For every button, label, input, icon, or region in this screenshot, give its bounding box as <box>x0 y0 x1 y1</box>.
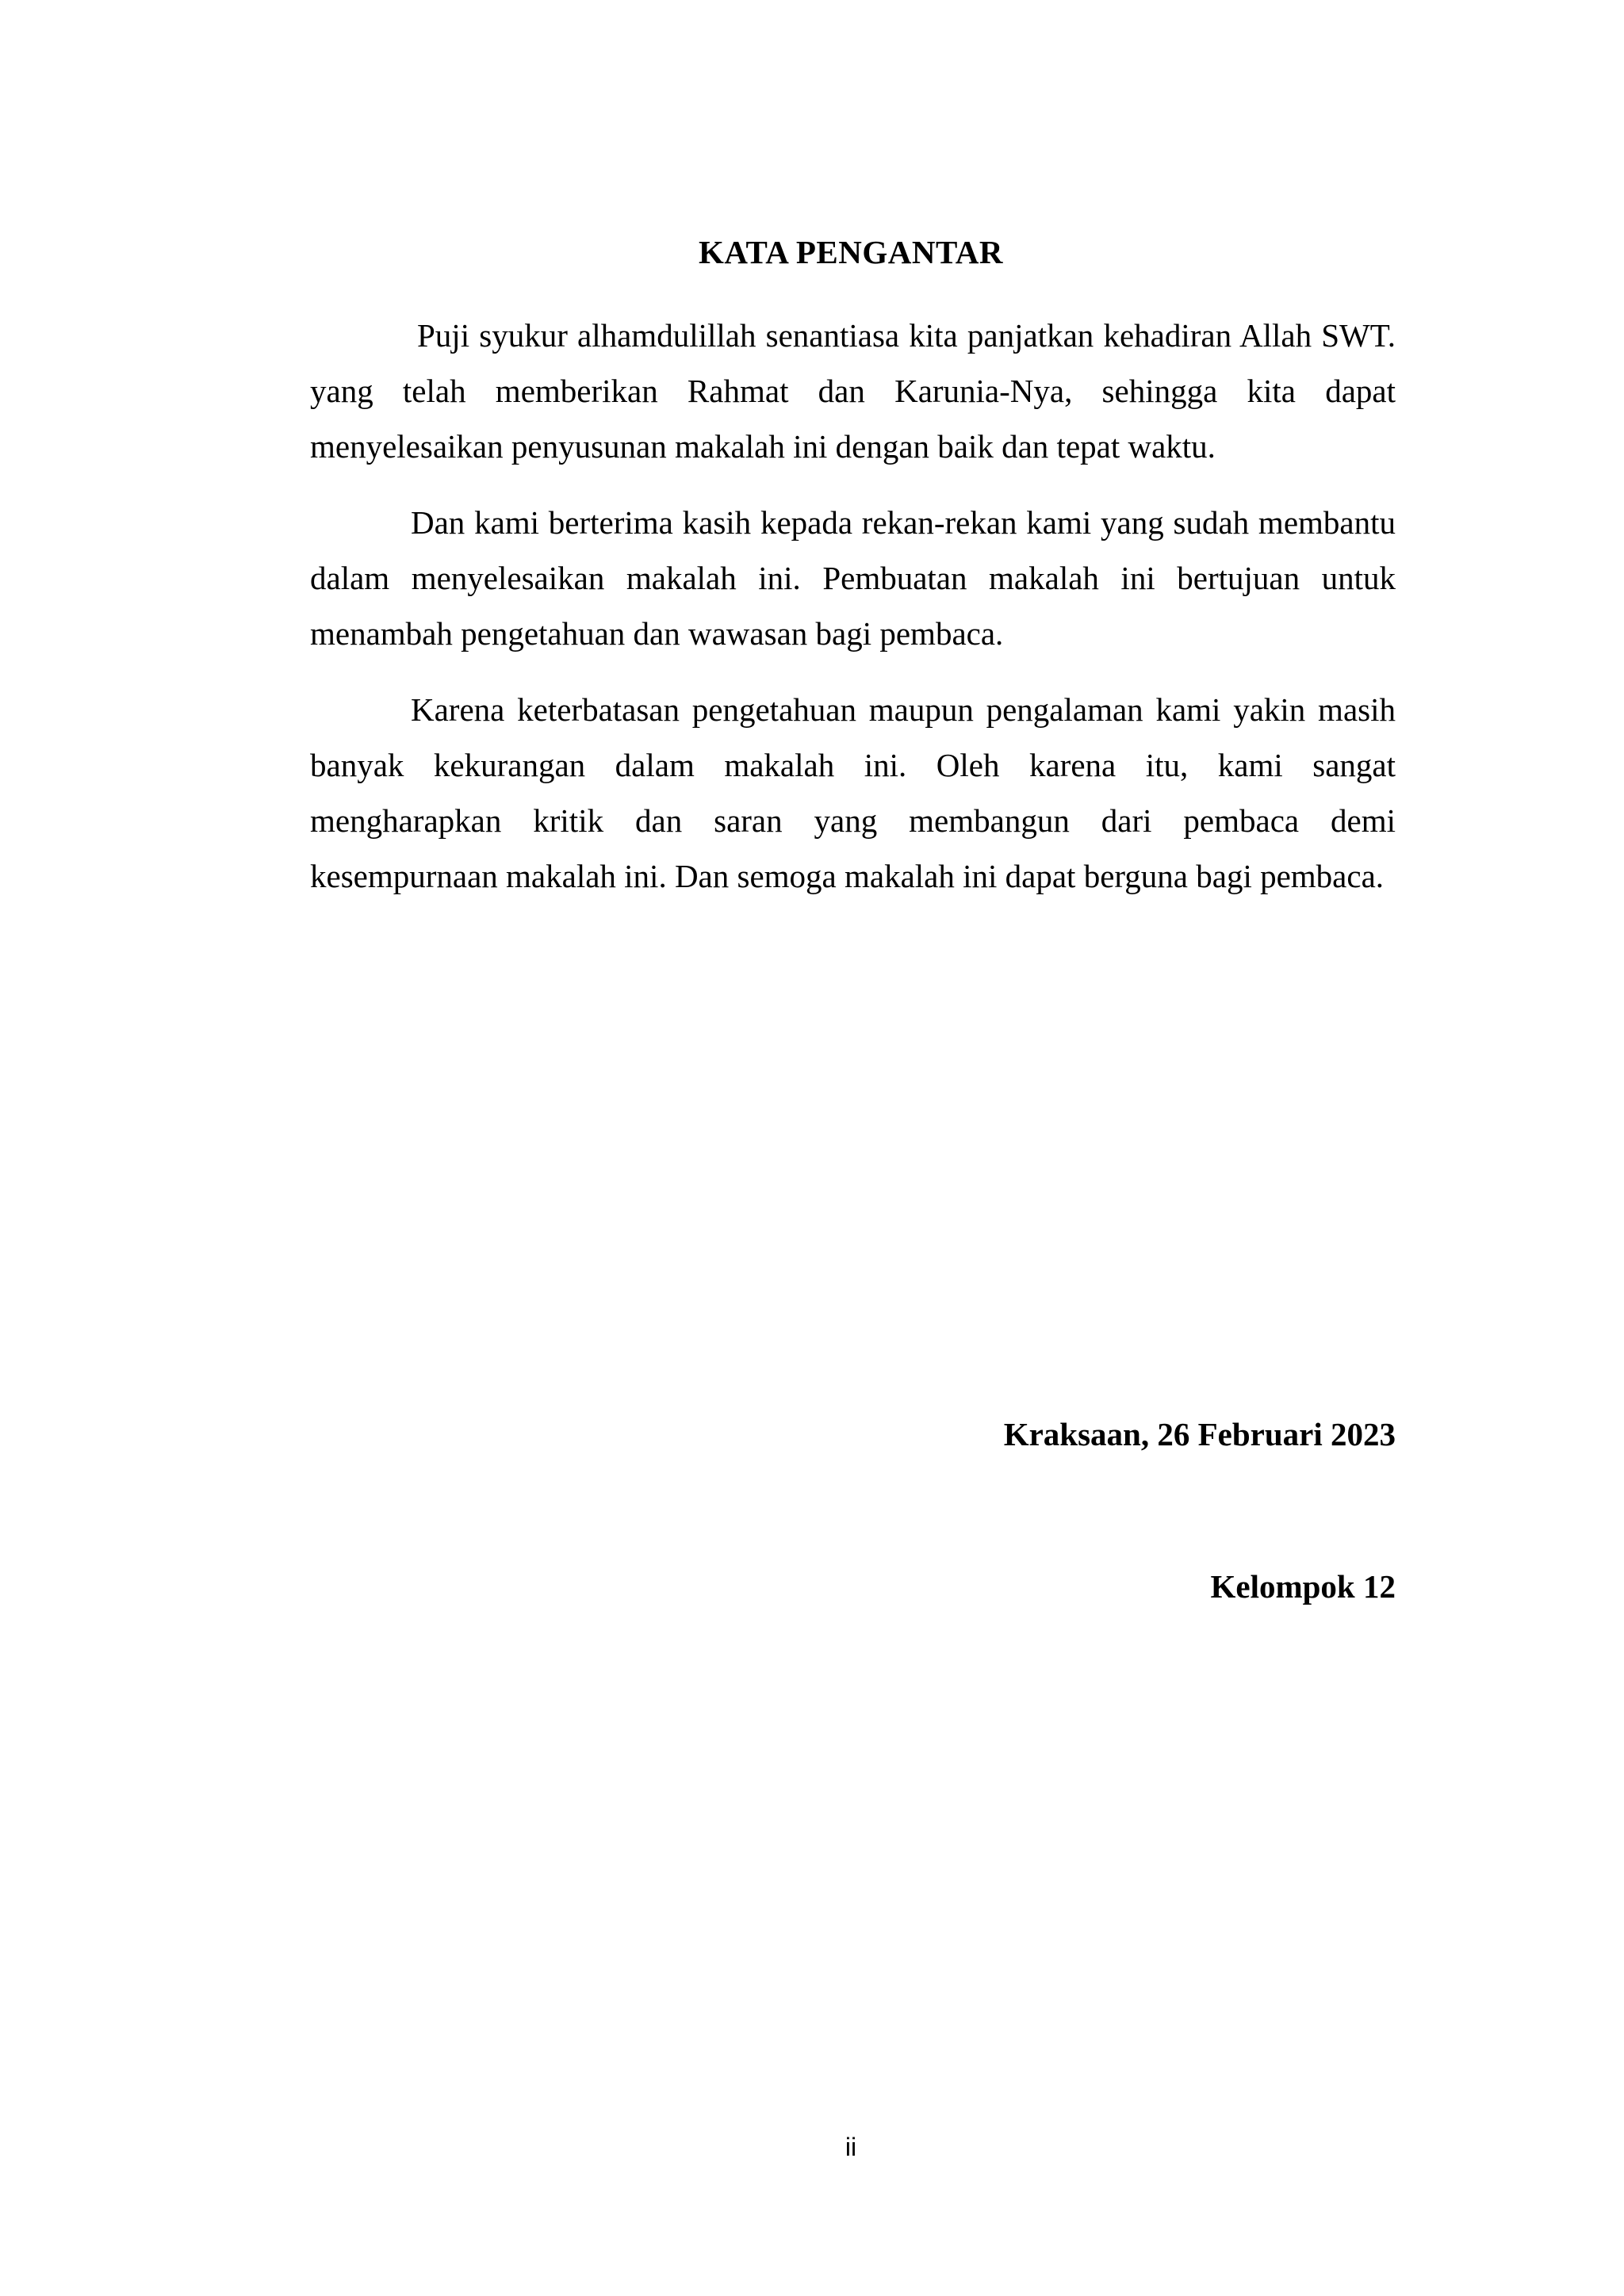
page-title: KATA PENGANTAR <box>699 234 1003 270</box>
author-group: Kelompok 12 <box>1210 1568 1396 1605</box>
place-date: Kraksaan, 26 Februari 2023 <box>1003 1416 1396 1452</box>
body-text <box>310 308 1396 924</box>
paragraph-3: Karena keterbatasan pengetahuan maupun pengalaman kami yakin masih banyak kekurangan dalam makalah ini. Oleh karena itu, kami sangat mengharapkan kritik dan saran yang membangun dari pembaca demi kesempurnaan makalah ini. Dan semoga makalah ini dapat berguna bagi pembaca. <box>310 691 1396 894</box>
page-number: ii <box>845 2133 857 2161</box>
paragraph-2: Dan kami berterima kasih kepada rekan-rekan kami yang sudah membantu dalam menyelesaikan makalah ini. Pembuatan makalah ini bertujuan untuk menambah pengetahuan dan wawasan bagi pembaca. <box>310 504 1396 652</box>
paragraph-1: Puji syukur alhamdulillah senantiasa kita panjatkan kehadiran Allah SWT. yang telah memberikan Rahmat dan Karunia-Nya, sehingga kita dapat menyelesaikan penyusunan makalah ini dengan baik dan tepat waktu. <box>310 317 1396 465</box>
